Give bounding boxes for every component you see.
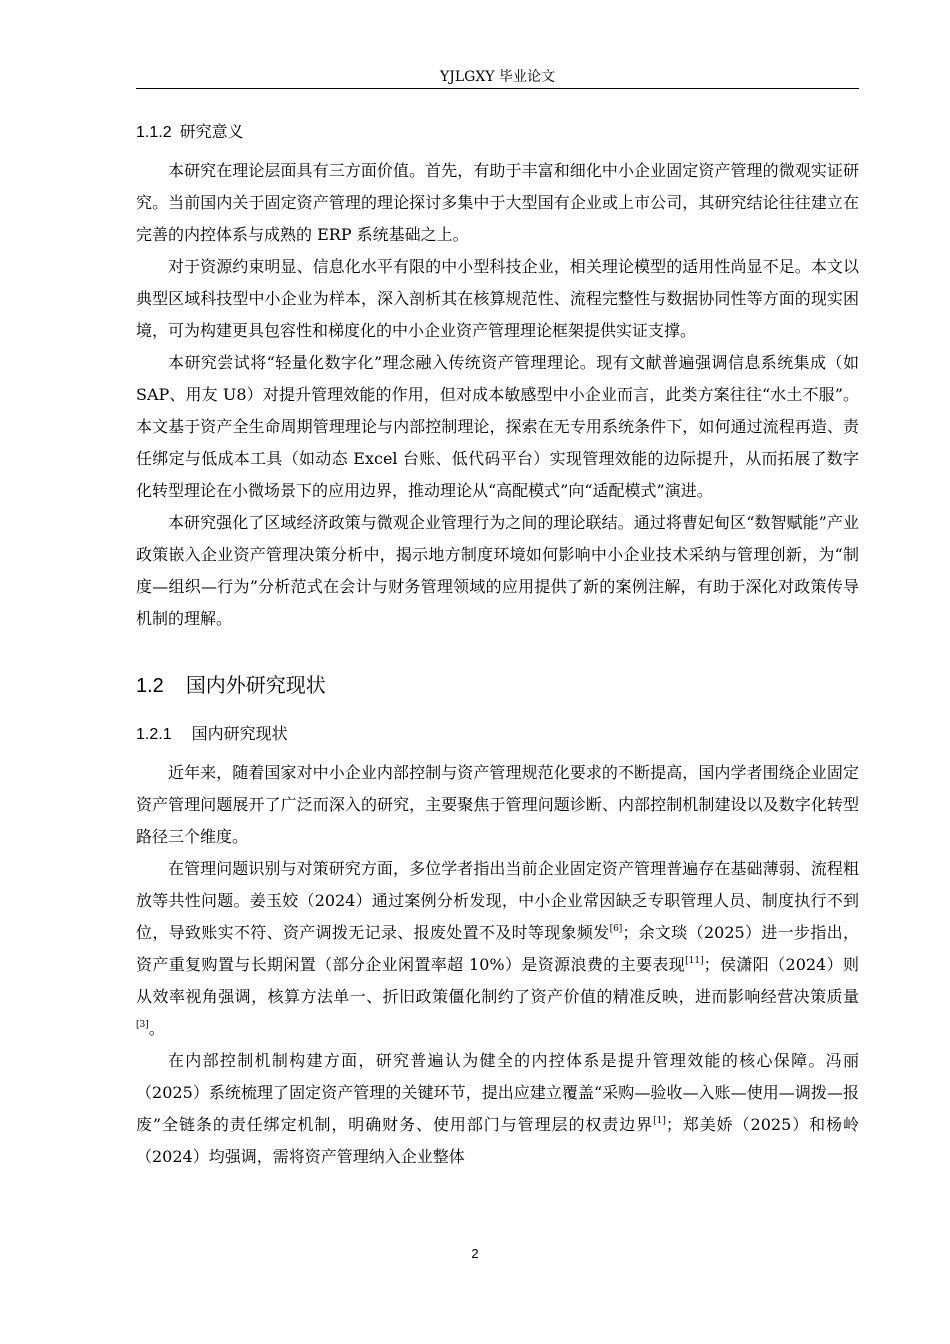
citation: [11] (685, 956, 704, 966)
page-number: 2 (471, 1246, 479, 1261)
paragraph: 对于资源约束明显、信息化水平有限的中小型科技企业，相关理论模型的适用性尚显不足。本文以典型区域科技型中小企业为样本，深入剖析其在核算规范性、流程完整性与数据协同性等方面的现实困境，可为构建更具包容性和梯度化的中小企业资产管理理论框架提供实证支撑。 (136, 257, 859, 340)
section-number: 1.2.1 (136, 726, 172, 743)
section-title: 国内研究现状 (191, 724, 288, 743)
paragraph: 本研究尝试将“轻量化数字化”理念融入传统资产管理理论。现有文献普遍强调信息系统集成（如 SAP、用友 U8）对提升管理效能的作用，但对成本敏感型中小企业而言，此类方案往往“水土不服”。本文基于资产全生命周期管理理论与内部控制理论，探索在无专用系统条件下，如何通过流程再造、责任绑定与低成本工具（如动态 Excel 台账、低代码平台）实现管理效能的边际提升，从而拓展了数字化转型理论在小微场景下的应用边界，推动理论从“高配模式”向“适配模式”演进。 (136, 353, 859, 500)
section-heading-1-2 (136, 669, 859, 702)
paragraph (136, 1045, 859, 1173)
paragraph-text: 在内部控制机制构建方面，研究普遍认为健全的内控体系是提升管理效能的核心保障。冯丽（2025）系统梳理了固定资产管理的关键环节，提出应建立覆盖“采购—验收—入账—使用—调拨—报废”全链条的责任绑定机制，明确财务、使用部门与管理层的权责边界 (136, 1051, 859, 1134)
section-heading-1-1-2 (136, 118, 859, 147)
section-title: 研究意义 (179, 122, 244, 141)
citation: [6] (609, 924, 623, 934)
paragraph (136, 853, 859, 1045)
section-title: 国内外研究现状 (185, 673, 326, 697)
paragraph-text: ；郑美娇（2025）和杨岭（2024）均强调，需将资产管理纳入企业整体 (136, 1115, 859, 1166)
citation: [3] (136, 1020, 149, 1030)
paragraph: 本研究在理论层面具有三方面价值。首先，有助于丰富和细化中小企业固定资产管理的微观实证研究。当前国内关于固定资产管理的理论探讨多集中于大型国有企业或上市公司，其研究结论往往建立在完善的内控体系与成熟的 ERP 系统基础之上。 (136, 161, 859, 244)
paragraph: 本研究强化了区域经济政策与微观企业管理行为之间的理论联结。通过将曹妃甸区“数智赋能”产业政策嵌入企业资产管理决策分析中，揭示地方制度环境如何影响中小企业技术采纳与管理创新，为“制度—组织—行为”分析范式在会计与财务管理领域的应用提供了新的案例注解，有助于深化对政策传导机制的理解。 (136, 513, 859, 628)
section-number: 1.2 (136, 675, 164, 697)
page-body (136, 118, 859, 1173)
paragraph-text: ；余文琰（2025）进一步指出，资产重复购置与长期闲置（部分企业闲置率超 10%）是资源浪费的主要表现 (136, 923, 859, 974)
paragraph-text: 。 (148, 1019, 165, 1038)
section-number: 1.1.2 (136, 124, 172, 141)
citation: [1] (653, 1116, 666, 1126)
paragraph: 近年来，随着国家对中小企业内部控制与资产管理规范化要求的不断提高，国内学者围绕企业固定资产管理问题展开了广泛而深入的研究，主要聚焦于管理问题诊断、内部控制机制建设以及数字化转型路径三个维度。 (136, 763, 859, 846)
paragraph-text: 在管理问题识别与对策研究方面，多位学者指出当前企业固定资产管理普遍存在基础薄弱、流程粗放等共性问题。姜玉姣（2024）通过案例分析发现，中小企业常因缺乏专职管理人员、制度执行不到位，导致账实不符、资产调拨无记录、报废处置不及时等现象频发 (136, 859, 859, 942)
section-heading-1-2-1 (136, 720, 859, 749)
page-header: YJLGXY 毕业论文 (136, 66, 859, 89)
paragraph-text: ；侯潇阳（2024）则从效率视角强调，核算方法单一、折旧政策僵化制约了资产价值的精准反映，进而影响经营决策质量 (136, 955, 859, 1006)
